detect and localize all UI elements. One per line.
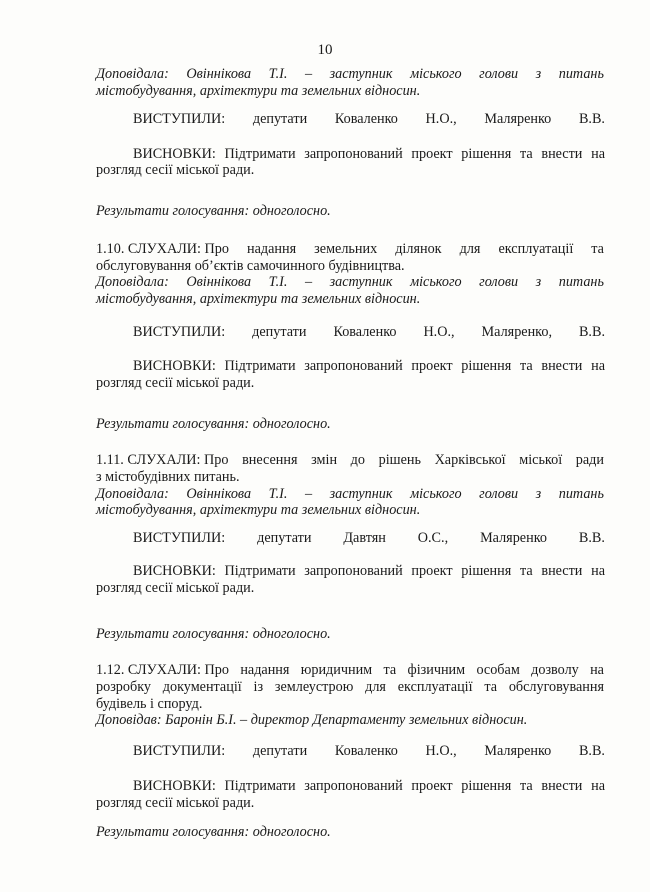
word: –: [304, 66, 313, 82]
word: Н.О.,: [425, 111, 457, 127]
word: та: [591, 241, 604, 257]
word: змін: [311, 452, 338, 468]
word: 1.12. СЛУХАЛИ: Про: [96, 662, 229, 678]
speaker-line: Доповідав: Баронін Б.І. – директор Департаменту земельних відносин.: [96, 712, 528, 728]
word: Т.І.: [268, 486, 288, 502]
word: внесення: [242, 452, 298, 468]
word: ВИСТУПИЛИ:: [133, 743, 226, 759]
word: В.В.: [578, 743, 605, 759]
word: питань: [558, 274, 604, 290]
heard-line-2: з містобудівних питань.: [96, 469, 240, 485]
word: питань: [558, 486, 604, 502]
word: 1.11. СЛУХАЛИ: Про: [96, 452, 229, 468]
word: та: [383, 662, 397, 678]
word: Доповідала:: [96, 486, 169, 502]
conclusion-line-2: розгляд сесії міської ради.: [96, 795, 255, 811]
heard-line: [96, 662, 604, 679]
word: депутати: [252, 743, 308, 759]
word: питань: [558, 66, 604, 82]
word: Маляренко: [480, 530, 547, 546]
word: для: [459, 241, 481, 257]
word: з: [535, 66, 542, 82]
word: Маляренко,: [481, 324, 552, 340]
word: Харківської: [434, 452, 506, 468]
word: міського: [410, 486, 462, 502]
word: Т.І.: [268, 274, 288, 290]
speaker-line-2: містобудування, архітектури та земельних відносин.: [96, 502, 421, 518]
word: 1.10. СЛУХАЛИ: Про: [96, 241, 229, 257]
vote-result: Результати голосування: одноголосно.: [96, 626, 331, 642]
word: документації: [162, 679, 242, 695]
word: із: [253, 679, 264, 695]
word: особам: [476, 662, 520, 678]
heard-line-2: обслуговування об’єктів самочинного будівництва.: [96, 258, 405, 274]
word: В.В.: [578, 530, 605, 546]
conclusion-line-2: розгляд сесії міської ради.: [96, 162, 255, 178]
vote-result: Результати голосування: одноголосно.: [96, 203, 331, 219]
word: міського: [410, 66, 462, 82]
word: надання: [247, 241, 297, 257]
word: Овіннікова: [186, 274, 252, 290]
word: експлуатації: [498, 241, 574, 257]
conclusion-line-2: розгляд сесії міської ради.: [96, 580, 255, 596]
word: Давтян: [343, 530, 386, 546]
speaker-line: [96, 274, 604, 291]
word: юридичним: [300, 662, 373, 678]
conclusion-line-2: розгляд сесії міської ради.: [96, 375, 255, 391]
speakers-row: [133, 111, 605, 128]
word: ВИСТУПИЛИ:: [133, 530, 226, 546]
vote-result: Результати голосування: одноголосно.: [96, 824, 331, 840]
word: Коваленко: [333, 324, 397, 340]
word: Н.О.,: [423, 324, 455, 340]
word: Овіннікова: [186, 66, 252, 82]
word: земельних: [314, 241, 378, 257]
word: міського: [410, 274, 462, 290]
word: експлуатації: [397, 679, 473, 695]
word: Доповідала:: [96, 66, 169, 82]
word: –: [304, 274, 313, 290]
word: обслуговування: [508, 679, 604, 695]
word: В.В.: [578, 111, 605, 127]
word: міської: [519, 452, 563, 468]
word: з: [535, 486, 542, 502]
word: депутати: [252, 111, 308, 127]
word: ради: [575, 452, 604, 468]
speaker-line-2: містобудування, архітектури та земельних відносин.: [96, 291, 421, 307]
word: голови: [479, 486, 519, 502]
word: розробку: [96, 679, 151, 695]
speaker-line: [96, 486, 604, 503]
word: заступник: [329, 66, 393, 82]
word: заступник: [329, 486, 393, 502]
heard-line-2: [96, 679, 604, 696]
word: голови: [479, 66, 519, 82]
word: до: [350, 452, 365, 468]
speaker-line-2: містобудування, архітектури та земельних відносин.: [96, 83, 421, 99]
word: голови: [479, 274, 519, 290]
word: В.В.: [578, 324, 605, 340]
word: землеустрою: [274, 679, 354, 695]
word: Коваленко: [334, 743, 398, 759]
word: –: [304, 486, 313, 502]
word: на: [590, 662, 604, 678]
word: та: [484, 679, 498, 695]
conclusion-line: ВИСНОВКИ: Підтримати запропонований проект рішення та внести на: [133, 146, 605, 162]
vote-result: Результати голосування: одноголосно.: [96, 416, 331, 432]
heard-line: [96, 241, 604, 258]
word: Маляренко: [484, 111, 552, 127]
word: депутати: [252, 324, 307, 340]
conclusion-line: ВИСНОВКИ: Підтримати запропонований проект рішення та внести на: [133, 563, 605, 579]
page-number: 10: [317, 42, 333, 58]
word: Доповідала:: [96, 274, 169, 290]
word: Т.І.: [268, 66, 288, 82]
word: фізичним: [407, 662, 466, 678]
word: з: [535, 274, 542, 290]
conclusion-line: ВИСНОВКИ: Підтримати запропонований проект рішення та внести на: [133, 358, 605, 374]
word: Коваленко: [334, 111, 398, 127]
word: рішень: [378, 452, 421, 468]
word: для: [365, 679, 386, 695]
word: Маляренко: [484, 743, 552, 759]
conclusion-line: ВИСНОВКИ: Підтримати запропонований проект рішення та внести на: [133, 778, 605, 794]
speakers-row: [133, 743, 605, 760]
word: дозволу: [531, 662, 579, 678]
word: заступник: [329, 274, 393, 290]
word: депутати: [257, 530, 312, 546]
heard-line-3: будівель і споруд.: [96, 696, 203, 712]
word: ділянок: [395, 241, 442, 257]
word: О.С.,: [417, 530, 449, 546]
word: Овіннікова: [186, 486, 252, 502]
word: ВИСТУПИЛИ:: [133, 111, 226, 127]
word: Н.О.,: [425, 743, 457, 759]
speakers-row: [133, 324, 605, 341]
word: ВИСТУПИЛИ:: [133, 324, 226, 340]
word: надання: [240, 662, 290, 678]
heard-line: [96, 452, 604, 469]
speakers-row: [133, 530, 605, 547]
speaker-line: [96, 66, 604, 83]
